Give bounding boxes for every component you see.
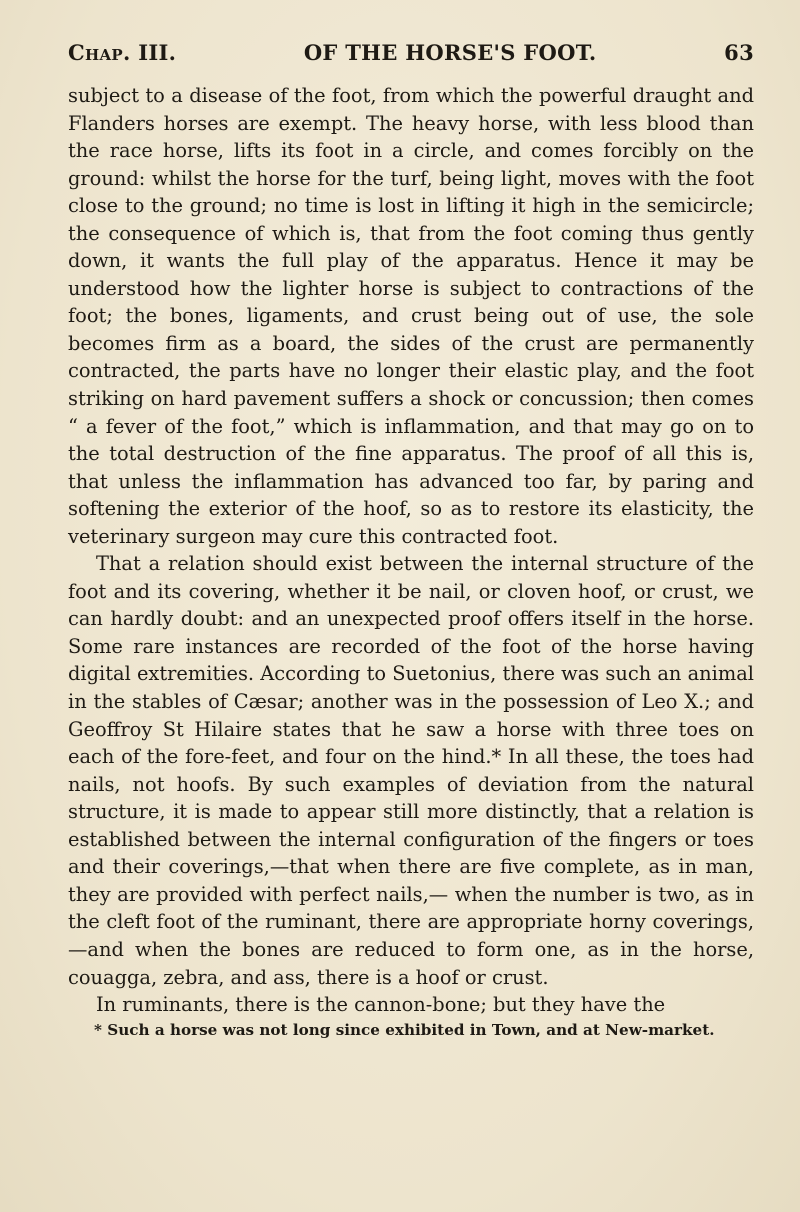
- chapter-title: OF THE HORSE'S FOOT.: [303, 40, 597, 65]
- paragraph-3: In ruminants, there is the cannon-bone; but they have the: [96, 993, 666, 1017]
- text-block: [68, 40, 754, 1040]
- chapter-label: Chap. III.: [68, 40, 177, 65]
- paragraph-1: subject to a disease of the foot, from which the powerful draught and Flanders horses are exempt. The heavy horse, with less blood than the race horse, lifts its foot in a circle, and comes forcibly on the ground: whilst the horse for the turf, being light, moves with the foot close to the ground; no time is lost in lifting it high in the semicircle; the consequence of which is, that from the foot coming thus gently down, it wants the full play of the apparatus. Hence it may be understood how the lighter horse is subject to contractions of the foot; the bones, ligaments, and crust being out of use, the sole becomes firm as a board, the sides of the crust are permanently contracted, the parts have no longer their elastic play, and the foot striking on hard pavement suffers a shock or concussion; then comes “ a fever of the foot,” which is inflammation, and that may go on to the total destruction of the fine apparatus. The proof of all this is, that unless the inflammation has advanced too far, by paring and softening the exterior of the hoof, so as to restore its elasticity, the veterinary surgeon may cure this contracted foot.: [68, 84, 754, 548]
- paragraph-2: That a relation should exist between the internal structure of the foot and its covering, whether it be nail, or cloven hoof, or crust, we can hardly doubt: and an unexpected proof offers itself in the horse. Some rare instances are recorded of the foot of the horse having digital extremities. According to Suetonius, there was such an animal in the stables of Cæsar; another was in the possession of Leo X.; and Geoffroy St Hilaire states that he saw a horse with three toes on each of the fore-feet, and four on the hind.* In all these, the toes had nails, not hoofs. By such examples of deviation from the natural structure, it is made to appear still more distinctly, that a relation is established between the internal configuration of the fingers or toes and their coverings,—that when there are five complete, as in man, they are provided with perfect nails,— when the number is two, as in the cleft foot of the ruminant, there are appropriate horny coverings,—and when the bones are reduced to form one, as in the horse, couagga, zebra, and ass, there is a hoof or crust.: [68, 552, 754, 989]
- running-head: [68, 40, 754, 72]
- footnote: * Such a horse was not long since exhibited in Town, and at New-market.: [94, 1020, 715, 1039]
- page-number: 63: [724, 40, 754, 65]
- body-text: [68, 82, 754, 1019]
